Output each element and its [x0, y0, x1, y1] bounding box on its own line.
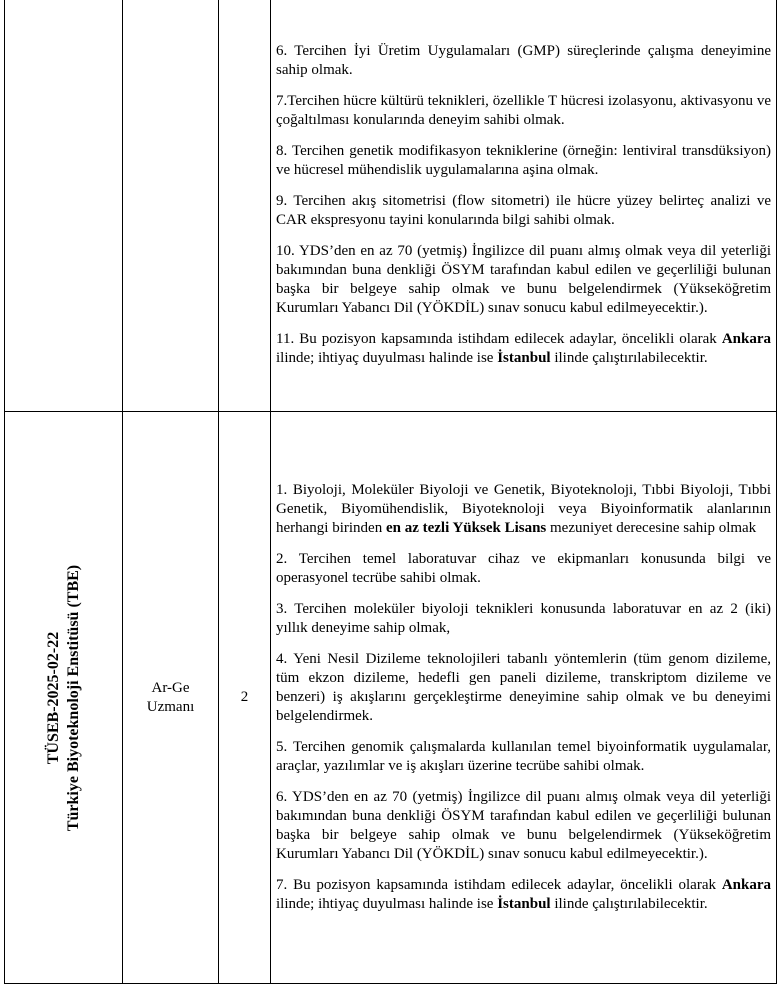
requirement-item [276, 330, 771, 368]
requirement-item [276, 788, 771, 864]
position-cell [123, 412, 219, 984]
unit-code: TÜSEB-2025-02-22 [44, 631, 62, 764]
count-cell [219, 412, 271, 984]
requirement-emphasis: Ankara [721, 331, 771, 347]
table-row [5, 0, 777, 412]
requirement-emphasis: İstanbul [497, 350, 551, 366]
count-cell [219, 0, 271, 412]
requirement-text: 4. Yeni Nesil Dizileme teknolojileri tabanlı yöntemlerin (tüm genom dizileme, tüm ekzon dizileme, hedefli gen paneli dizileme, transkriptom dizileme ve benzeri) iş akışlarını gerçekleştirme deneyimine sahip olmak ve bu deneyimi belgelendirmek. [276, 651, 771, 724]
requirement-text: 1. Biyoloji, Moleküler Biyoloji ve Genetik, Biyoteknoloji, Tıbbi Biyoloji, Tıbbi Genetik, Biyomühendislik, Biyoteknoloji veya Biyoinformatik alanlarının herhangi birinden [276, 482, 771, 536]
requirement-emphasis: İstanbul [497, 896, 551, 912]
requirement-text: 6. YDS’den en az 70 (yetmiş) İngilizce dil puanı almış olmak veya dil yeterliği bakımından buna denkliği ÖSYM tarafından kabul edilen ve geçerliliği bulunan başka bir belgeye sahip olmak ve bunu belgelendirmek (Yükseköğretim Kurumları Yabancı Dil (YÖKDİL) sınav sonucu kabul edilmeyecektir.). [276, 789, 771, 862]
requirement-text: ilinde çalıştırılabilecektir. [550, 896, 708, 912]
position-cell [123, 0, 219, 412]
requirement-text: 10. YDS’den en az 70 (yetmiş) İngilizce dil puanı almış olmak veya dil yeterliği bakımından buna denkliği ÖSYM tarafından kabul edilen ve geçerliliği bulunan başka bir belgeye sahip olmak ve bunu belgelendirmek (Yükseköğretim Kurumları Yabancı Dil (YÖKDİL) sınav sonucu kabul edilmeyecektir.). [276, 243, 771, 316]
requirement-item [276, 481, 771, 538]
requirement-item [276, 876, 771, 914]
requirement-item [276, 192, 771, 230]
position-count: 2 [240, 689, 249, 705]
requirement-text: mezuniyet derecesine sahip olmak [546, 520, 757, 536]
requirement-item [276, 142, 771, 180]
requirement-text: 5. Tercihen genomik çalışmalarda kullanılan temel biyoinformatik uygulamalar, araçlar, yazılımlar ve iş akışları üzerine tecrübe sahibi olmak. [276, 739, 771, 774]
requirement-text: 11. Bu pozisyon kapsamında istihdam edilecek adaylar, öncelikli olarak [276, 331, 722, 347]
requirement-text: 8. Tercihen genetik modifikasyon tekniklerine (örneğin: lentiviral transdüksiyon) ve hücresel mühendislik uygulamalarına aşina olmak. [276, 143, 771, 178]
requirement-emphasis: en az tezli Yüksek Lisans [385, 520, 547, 536]
table-row [5, 412, 777, 984]
requirements-list [271, 36, 776, 374]
requirement-emphasis: Ankara [721, 877, 771, 893]
unit-name: Türkiye Biyoteknoloji Enstitüsü (TBE) [64, 564, 82, 831]
requirement-text: 9. Tercihen akış sitometrisi (flow sitometri) ile hücre yüzey belirteç analizi ve CAR ekspresyonu tayini konularında bilgi sahibi olmak. [276, 193, 771, 228]
requirement-text: 2. Tercihen temel laboratuvar cihaz ve ekipmanları konusunda bilgi ve operasyonel tecrübe sahibi olmak. [276, 551, 771, 586]
requirement-text: ilinde çalıştırılabilecektir. [550, 350, 708, 366]
requirement-text: ilinde; ihtiyaç duyulması halinde ise [276, 350, 498, 366]
requirements-list [271, 475, 776, 920]
requirement-text: ilinde; ihtiyaç duyulması halinde ise [276, 896, 498, 912]
requirements-cell [271, 0, 777, 412]
requirement-text: 6. Tercihen İyi Üretim Uygulamaları (GMP) süreçlerinde çalışma deneyimine sahip olmak. [276, 43, 771, 78]
requirement-text: 7. Bu pozisyon kapsamında istihdam edilecek adaylar, öncelikli olarak [276, 877, 722, 893]
requirement-item [276, 550, 771, 588]
job-requirements-table [4, 0, 777, 984]
requirement-item [276, 242, 771, 318]
requirement-text: 3. Tercihen moleküler biyoloji teknikleri konusunda laboratuvar en az 2 (iki) yıllık deneyime sahip olmak, [276, 601, 771, 636]
requirements-cell [271, 412, 777, 984]
requirement-item [276, 738, 771, 776]
requirement-item [276, 600, 771, 638]
requirement-item [276, 92, 771, 130]
requirement-text: 7.Tercihen hücre kültürü teknikleri, özellikle T hücresi izolasyonu, aktivasyonu ve çoğaltılması konularında deneyim sahibi olmak. [276, 93, 771, 128]
requirement-item [276, 650, 771, 726]
unit-cell [5, 412, 123, 984]
unit-cell [5, 0, 123, 412]
requirement-item [276, 42, 771, 80]
position-title: Ar-Ge Uzmanı [146, 679, 195, 715]
